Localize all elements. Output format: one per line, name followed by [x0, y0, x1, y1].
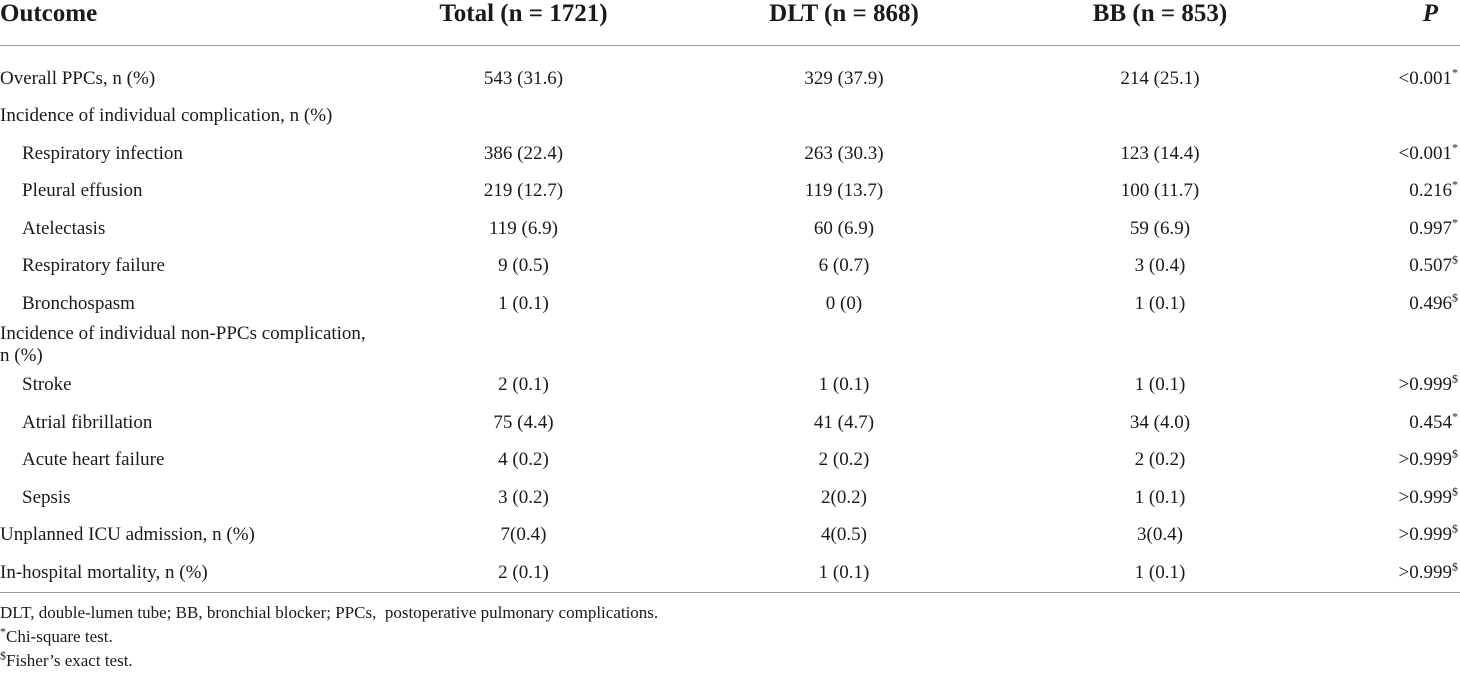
- bb-cell-text: 3(0.4): [1137, 524, 1183, 546]
- bb-cell-text: 3 (0.4): [1134, 255, 1186, 277]
- footnote-abbreviations: DLT, double-lumen tube; BB, bronchial blocker; PPCs, postoperative pulmonary complications.: [0, 602, 659, 622]
- header-total: Total (n = 1721): [370, 0, 677, 46]
- outcome-cell: [0, 517, 370, 555]
- bb-cell-text: 100 (11.7): [1120, 180, 1200, 202]
- p-value-cell-text: 0.216: [1409, 180, 1452, 202]
- bb-cell-text: 1 (0.1): [1134, 486, 1186, 508]
- table-row: [0, 248, 1460, 286]
- table-row: [0, 135, 1460, 173]
- footnote-text: Fisher’s exact test.: [6, 650, 133, 670]
- bb-cell: [1011, 517, 1309, 555]
- test-mark: *: [1452, 409, 1458, 424]
- p-value-cell: [1309, 173, 1460, 211]
- bb-cell-text: 1 (0.1): [1134, 292, 1186, 314]
- p-value-cell: [1309, 517, 1460, 555]
- bb-cell: [1011, 248, 1309, 286]
- outcome-cell: [0, 173, 370, 211]
- outcome-cell-text: Stroke: [22, 374, 72, 396]
- outcome-cell-text: Bronchospasm: [22, 292, 135, 314]
- test-mark: $: [1452, 252, 1458, 267]
- outcome-cell: [0, 98, 370, 136]
- outcome-cell: [0, 404, 370, 442]
- dlt-cell: [677, 210, 1011, 248]
- table-row: [0, 404, 1460, 442]
- dlt-cell-text: 4(0.5): [821, 524, 867, 546]
- dlt-cell-text: 60 (6.9): [813, 217, 875, 239]
- header-spacer: [0, 46, 1460, 61]
- dlt-cell: [677, 135, 1011, 173]
- bb-cell: [1011, 173, 1309, 211]
- table-section-row: [0, 323, 1460, 367]
- p-value-cell: [1309, 285, 1460, 323]
- footnote-mark: $: [0, 647, 6, 662]
- bb-cell: [1011, 479, 1309, 517]
- outcome-cell: [0, 285, 370, 323]
- bb-cell: [1011, 98, 1309, 136]
- total-cell-text: 119 (6.9): [489, 217, 558, 239]
- p-value-cell: [1309, 367, 1460, 405]
- dlt-cell: [677, 404, 1011, 442]
- table-row: [0, 60, 1460, 98]
- dlt-cell: [677, 323, 1011, 367]
- header-outcome: Outcome: [0, 0, 370, 46]
- outcome-cell-text: Respiratory infection: [22, 142, 183, 164]
- test-mark: *: [1452, 65, 1458, 80]
- p-value-cell: [1309, 554, 1460, 592]
- dlt-cell: [677, 285, 1011, 323]
- outcome-cell: [0, 210, 370, 248]
- total-cell: [370, 367, 677, 405]
- p-value-cell-text: <0.001: [1398, 67, 1452, 89]
- total-cell-text: 75 (4.4): [493, 411, 554, 433]
- outcome-cell: [0, 248, 370, 286]
- bb-cell: [1011, 404, 1309, 442]
- bb-cell: [1011, 367, 1309, 405]
- header-p: P: [1309, 0, 1460, 46]
- p-value-cell: [1309, 135, 1460, 173]
- total-cell: [370, 554, 677, 592]
- p-value-cell: [1309, 479, 1460, 517]
- test-mark: $: [1452, 371, 1458, 386]
- total-cell: [370, 135, 677, 173]
- p-value-cell-text: 0.496: [1409, 292, 1452, 314]
- test-mark: $: [1452, 559, 1458, 574]
- total-cell-text: 3 (0.2): [498, 486, 549, 508]
- dlt-cell-text: 2(0.2): [821, 486, 867, 508]
- table-row: [0, 479, 1460, 517]
- p-value-cell: [1309, 248, 1460, 286]
- test-mark: $: [1452, 290, 1458, 305]
- bb-cell-text: 2 (0.2): [1134, 449, 1186, 471]
- outcome-cell-text: Overall PPCs, n (%): [0, 67, 156, 89]
- outcome-cell-text: Sepsis: [22, 486, 71, 508]
- p-value-cell-text: 0.507: [1409, 255, 1452, 277]
- total-cell: [370, 98, 677, 136]
- bb-cell-text: 1 (0.1): [1134, 374, 1186, 396]
- dlt-cell-text: 41 (4.7): [813, 411, 875, 433]
- total-cell: [370, 60, 677, 98]
- dlt-cell: [677, 554, 1011, 592]
- bb-cell: [1011, 285, 1309, 323]
- p-value-cell: [1309, 323, 1460, 367]
- outcome-cell-text: Atrial fibrillation: [22, 411, 153, 433]
- p-value-cell-text: >0.999: [1398, 449, 1452, 471]
- bb-cell-text: 34 (4.0): [1129, 411, 1191, 433]
- total-cell-text: 2 (0.1): [498, 561, 549, 583]
- total-cell-text: 543 (31.6): [483, 67, 564, 89]
- outcome-cell: [0, 367, 370, 405]
- total-cell-text: 9 (0.5): [498, 255, 549, 277]
- outcome-cell: [0, 479, 370, 517]
- total-cell-text: 4 (0.2): [498, 449, 549, 471]
- test-mark: $: [1452, 521, 1458, 536]
- table-footnotes: [0, 601, 1460, 673]
- outcome-cell-text: Incidence of individual non-PPCs complication, n (%): [0, 322, 366, 366]
- total-cell-text: 386 (22.4): [483, 142, 564, 164]
- test-mark: *: [1452, 177, 1458, 192]
- total-cell-text: 1 (0.1): [498, 292, 549, 314]
- outcome-cell-text: In-hospital mortality, n (%): [0, 561, 208, 583]
- p-value-cell-text: 0.997: [1409, 217, 1452, 239]
- outcome-cell-text: Atelectasis: [22, 217, 106, 239]
- dlt-cell-text: 6 (0.7): [818, 255, 870, 277]
- outcome-cell-text: Unplanned ICU admission, n (%): [0, 524, 255, 546]
- dlt-cell: [677, 367, 1011, 405]
- bb-cell-text: 59 (6.9): [1129, 217, 1191, 239]
- p-value-cell-text: >0.999: [1398, 374, 1452, 396]
- dlt-cell-text: 329 (37.9): [804, 67, 884, 89]
- dlt-cell-text: 1 (0.1): [818, 374, 870, 396]
- total-cell: [370, 210, 677, 248]
- dlt-cell-text: 1 (0.1): [818, 561, 870, 583]
- dlt-cell-text: 0 (0): [825, 292, 863, 314]
- footnote-chi-square: [0, 625, 1460, 649]
- table-row: [0, 367, 1460, 405]
- total-cell-text: 7(0.4): [500, 524, 547, 546]
- table-body: [0, 46, 1460, 593]
- total-cell: [370, 517, 677, 555]
- dlt-cell: [677, 248, 1011, 286]
- table-row: [0, 210, 1460, 248]
- test-mark: $: [1452, 484, 1458, 499]
- table-row: [0, 554, 1460, 592]
- total-cell: [370, 323, 677, 367]
- p-value-cell: [1309, 404, 1460, 442]
- dlt-cell-text: 2 (0.2): [818, 449, 870, 471]
- dlt-cell-text: 263 (30.3): [804, 142, 884, 164]
- bb-cell-text: 123 (14.4): [1120, 142, 1200, 164]
- dlt-cell: [677, 60, 1011, 98]
- bb-cell-text: 1 (0.1): [1134, 561, 1186, 583]
- header-row: [0, 0, 1460, 46]
- total-cell: [370, 285, 677, 323]
- test-mark: *: [1452, 215, 1458, 230]
- total-cell-text: 2 (0.1): [498, 374, 549, 396]
- dlt-cell-text: 119 (13.7): [804, 180, 884, 202]
- outcome-cell-text: Respiratory failure: [22, 255, 165, 277]
- p-value-cell-text: >0.999: [1398, 561, 1452, 583]
- outcome-cell: [0, 60, 370, 98]
- dlt-cell: [677, 98, 1011, 136]
- total-cell-text: 219 (12.7): [483, 180, 564, 202]
- total-cell: [370, 248, 677, 286]
- p-value-cell-text: 0.454: [1409, 411, 1452, 433]
- outcome-cell-text: Pleural effusion: [22, 180, 143, 202]
- total-cell: [370, 173, 677, 211]
- footnote-text: Chi-square test.: [6, 626, 113, 646]
- header-bb: BB (n = 853): [1011, 0, 1309, 46]
- footnote-mark: *: [0, 623, 6, 638]
- test-mark: $: [1452, 446, 1458, 461]
- table-row: [0, 285, 1460, 323]
- bb-cell-text: 214 (25.1): [1120, 67, 1200, 89]
- bb-cell: [1011, 554, 1309, 592]
- outcome-cell-text: Acute heart failure: [22, 449, 165, 471]
- header-dlt: DLT (n = 868): [677, 0, 1011, 46]
- test-mark: *: [1452, 140, 1458, 155]
- outcome-cell-text: Incidence of individual complication, n (%): [0, 105, 333, 127]
- outcome-cell: [0, 135, 370, 173]
- p-value-cell-text: <0.001: [1398, 142, 1452, 164]
- outcome-cell: [0, 554, 370, 592]
- bb-cell: [1011, 210, 1309, 248]
- p-value-cell-text: >0.999: [1398, 486, 1452, 508]
- table-row: [0, 517, 1460, 555]
- dlt-cell: [677, 442, 1011, 480]
- table-section-row: [0, 98, 1460, 136]
- dlt-cell: [677, 479, 1011, 517]
- dlt-cell: [677, 517, 1011, 555]
- bb-cell: [1011, 60, 1309, 98]
- total-cell: [370, 442, 677, 480]
- p-value-cell: [1309, 60, 1460, 98]
- table-row: [0, 173, 1460, 211]
- bb-cell: [1011, 323, 1309, 367]
- outcome-cell: [0, 323, 370, 367]
- bb-cell: [1011, 135, 1309, 173]
- total-cell: [370, 479, 677, 517]
- total-cell: [370, 404, 677, 442]
- bb-cell: [1011, 442, 1309, 480]
- p-value-cell: [1309, 98, 1460, 136]
- dlt-cell: [677, 173, 1011, 211]
- p-value-cell: [1309, 442, 1460, 480]
- outcome-cell: [0, 442, 370, 480]
- footnote-fisher: [0, 649, 1460, 673]
- p-value-cell-text: >0.999: [1398, 524, 1452, 546]
- p-value-cell: [1309, 210, 1460, 248]
- table-row: [0, 442, 1460, 480]
